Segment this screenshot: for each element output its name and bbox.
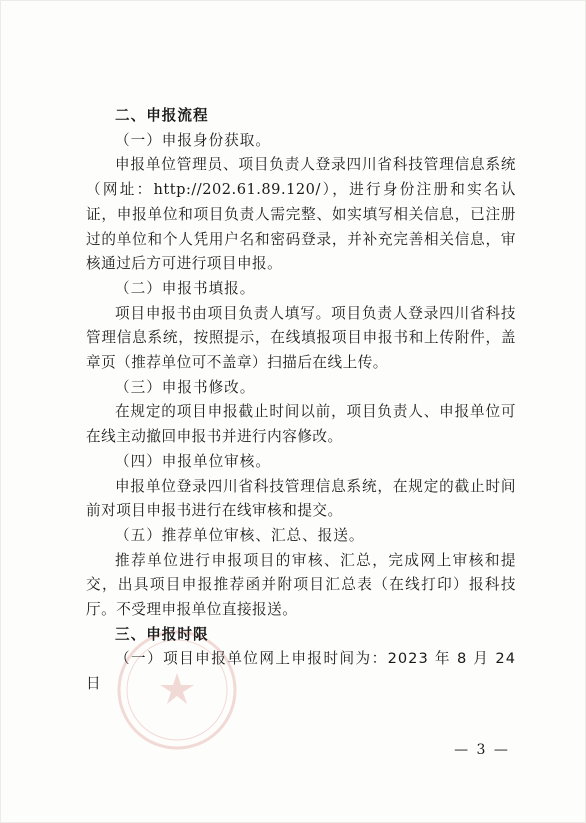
step-3-title: （三）申报书修改。 — [115, 378, 256, 396]
section-heading-application-process: 二、申报流程 — [115, 107, 209, 124]
page-number: — 3 — — [454, 742, 510, 758]
step-1-title: （一）申报身份获取。 — [115, 131, 271, 149]
section-heading-application-deadline: 三、申报时限 — [115, 625, 209, 643]
step-5-body: 推荐单位进行申报项目的审核、汇总，完成网上审核和提交，出具项目申报推荐函并附项目汇总表（在线打印）报科技厅。不受理申报单位直接报送。 — [86, 551, 516, 619]
document-body — [86, 104, 516, 697]
step-4-body: 申报单位登录四川省科技管理信息系统，在规定的截止时间前对项目申报书进行在线审核和提交。 — [86, 477, 516, 520]
deadline-item-1: （一）项目申报单位网上申报时间为：2023 年 8 月 24 日 — [86, 650, 516, 693]
step-3-body: 在规定的项目申报截止时间以前，项目负责人、申报单位可在线主动撤回申报书并进行内容修改。 — [86, 403, 516, 446]
step-5-title: （五）推荐单位审核、汇总、报送。 — [115, 526, 365, 544]
step-2-title: （二）申报书填报。 — [115, 279, 256, 297]
step-2-body: 项目申报书由项目负责人填写。项目负责人登录四川省科技管理信息系统，按照提示，在线填报项目申报书和上传附件，盖章页（推荐单位可不盖章）扫描后在线上传。 — [86, 304, 516, 372]
step-1-body: 申报单位管理员、项目负责人登录四川省科技管理信息系统（网址：http://202.61.89.120/），进行身份注册和实名认证，申报单位和项目负责人需完整、如实填写相关信息，已注册过的单位和个人凭用户名和密码登录，并补充完善相关信息，审核通过后方可进行项目申报。 — [86, 156, 516, 273]
step-4-title: （四）申报单位审核。 — [115, 452, 271, 470]
